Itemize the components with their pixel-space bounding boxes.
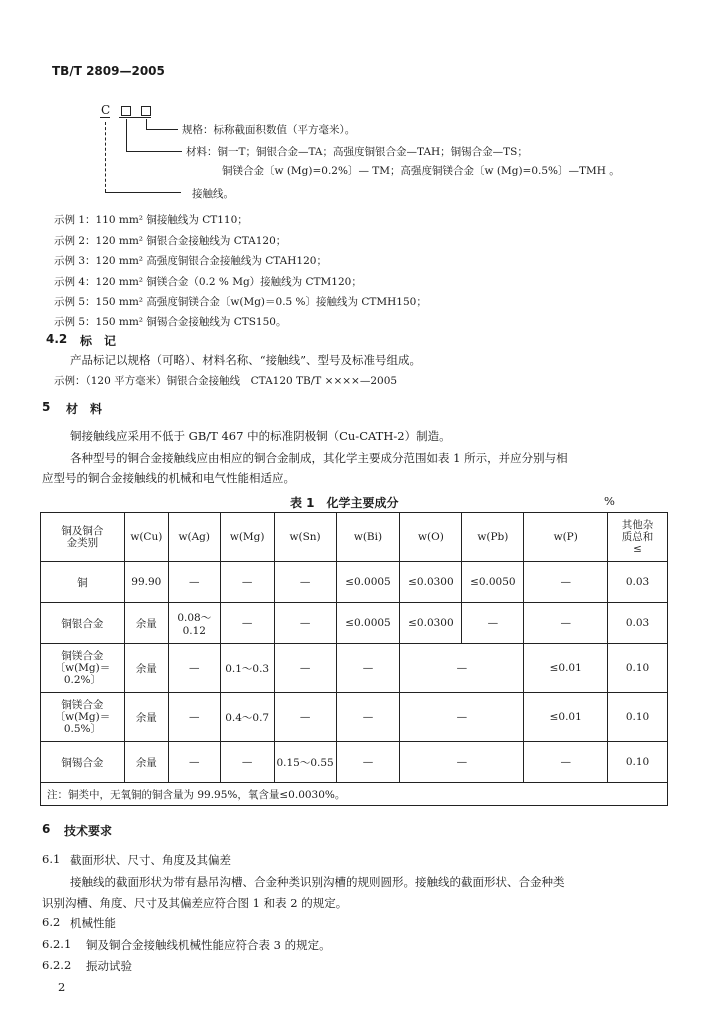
table-cell: — (400, 644, 524, 693)
spec-label: 规格：标称截面积数值（平方毫米）。 (182, 124, 356, 136)
section-6-title: 技术要求 (64, 824, 113, 838)
box-underline (119, 117, 151, 118)
table-cell: — (274, 644, 336, 693)
spec-leader-v (146, 119, 147, 129)
table-cell: ≤0.0300 (400, 562, 462, 603)
table-cell: 0.15～0.55 (274, 742, 336, 783)
table-cell: 余量 (124, 603, 168, 644)
table-cell: ≤0.01 (524, 693, 608, 742)
table-cell: 余量 (124, 644, 168, 693)
document-code: TB/T 2809—2005 (52, 64, 165, 78)
table-cell: ≤0.0050 (462, 562, 524, 603)
table-cell: — (336, 693, 400, 742)
table-cell: — (400, 693, 524, 742)
section-5-para-2-line-1: 各种型号的铜合金接触线应由相应的铜合金制成，其化学主要成分范围如表 1 所示，并应分别与相 (70, 451, 568, 465)
section-6-2-title: 机械性能 (70, 916, 116, 930)
header-category-line: 金类别 (66, 537, 99, 549)
table-cell: — (524, 742, 608, 783)
row-category-line: 铜镁合金 (61, 650, 104, 662)
wire-leader-v (105, 122, 106, 192)
spec-box-1 (121, 106, 131, 116)
table-cell: — (336, 644, 400, 693)
table-cell: — (274, 603, 336, 644)
example-line: 示例 1：110 mm² 铜接触线为 CT110； (54, 214, 248, 226)
row-category-line: 0.5%〕 (63, 723, 102, 735)
example-line: 示例 3：120 mm² 高强度铜银合金接触线为 CTAH120； (54, 255, 327, 267)
example-line: 示例 2：120 mm² 铜银合金接触线为 CTA120； (54, 235, 287, 247)
section-6-2-1-text: 铜及铜合金接触线机械性能应符合表 3 的规定。 (86, 938, 331, 952)
section-6-2-2-title: 振动试验 (86, 959, 132, 973)
table-note: 注：铜类中，无氧铜的铜含量为 99.95%，氧含量≤0.0030%。 (41, 783, 668, 806)
section-6-2-number: 6.2 (42, 915, 61, 929)
header-mg: w(Mg) (220, 513, 274, 562)
section-6-2-2-number: 6.2.2 (42, 958, 72, 972)
table-row (41, 603, 668, 644)
row-category: 铜 (41, 562, 125, 603)
table-header-row (41, 513, 668, 562)
section-6-1-number: 6.1 (42, 852, 61, 866)
spec-leader-h (146, 129, 178, 130)
letter-underline (100, 117, 110, 118)
row-category-line: 〔w(Mg)＝ (54, 711, 111, 723)
table-cell: 0.1～0.3 (220, 644, 274, 693)
section-5-para-2-line-2: 应型号的铜合金接触线的机械和电气性能相适应。 (42, 471, 295, 485)
table-row (41, 562, 668, 603)
table-cell: 余量 (124, 742, 168, 783)
table-cell: — (168, 562, 220, 603)
header-impurities-line: ≤ (633, 543, 642, 555)
material-line-1: 材料：铜一T；铜银合金—TA；高强度铜银合金—TAH；铜锡合金—TS； (186, 146, 528, 158)
section-6-1-line-1: 接触线的截面形状为带有悬吊沟槽、合金种类识别沟槽的规则圆形。接触线的截面形状、合金种类 (70, 875, 565, 889)
row-category (41, 644, 125, 693)
header-category-line: 铜及铜合 (61, 525, 104, 537)
row-category-line: 〔w(Mg)＝ (54, 662, 111, 674)
table-cell: — (168, 693, 220, 742)
section-6-1-title: 截面形状、尺寸、角度及其偏差 (70, 853, 231, 867)
header-bi: w(Bi) (336, 513, 400, 562)
row-category-line: 0.2%〕 (63, 674, 102, 686)
table-cell: — (220, 562, 274, 603)
table-cell: ≤0.0005 (336, 603, 400, 644)
designation-letter: C (101, 103, 111, 117)
table-cell: 0.08～0.12 (168, 603, 220, 644)
table-cell: — (462, 603, 524, 644)
table-cell: 0.10 (608, 742, 668, 783)
table-cell: ≤0.0300 (400, 603, 462, 644)
table-cell: 余量 (124, 693, 168, 742)
table-cell: — (400, 742, 524, 783)
table-cell: 0.10 (608, 693, 668, 742)
table-cell: — (274, 562, 336, 603)
section-4-2-title: 标 记 (80, 334, 117, 348)
table-cell: — (336, 742, 400, 783)
section-6-2-1-number: 6.2.1 (42, 937, 72, 951)
table-cell: — (168, 644, 220, 693)
table-cell: ≤0.0005 (336, 562, 400, 603)
header-p: w(P) (524, 513, 608, 562)
row-category (41, 693, 125, 742)
page-number: 2 (58, 980, 66, 994)
table-cell: ≤0.01 (524, 644, 608, 693)
table-note-row (41, 783, 668, 806)
table-cell: 0.03 (608, 603, 668, 644)
example-line: 示例 5：150 mm² 高强度铜镁合金〔w(Mg)＝0.5 %〕接触线为 CTMH150； (54, 296, 427, 308)
table-row (41, 693, 668, 742)
table-cell: — (220, 603, 274, 644)
header-impurities (608, 513, 668, 562)
header-cu: w(Cu) (124, 513, 168, 562)
material-leader-h (126, 151, 182, 152)
table-unit: % (604, 494, 615, 508)
table-cell: 0.03 (608, 562, 668, 603)
header-impurities-line: 其他杂 (621, 519, 654, 531)
wire-label: 接触线。 (192, 188, 234, 200)
table-caption: 表 1 化学主要成分 (290, 496, 399, 510)
table-cell: — (524, 603, 608, 644)
header-category (41, 513, 125, 562)
row-category: 铜锡合金 (41, 742, 125, 783)
header-pb: w(Pb) (462, 513, 524, 562)
table-cell: 0.10 (608, 644, 668, 693)
table-row (41, 644, 668, 693)
table-cell: 99.90 (124, 562, 168, 603)
material-leader-v (126, 119, 127, 151)
header-ag: w(Ag) (168, 513, 220, 562)
section-5-number: 5 (42, 400, 51, 414)
section-4-2-text: 产品标记以规格（可略）、材料名称、“接触线”、型号及标准号组成。 (70, 353, 422, 367)
example-line: 示例 4：120 mm² 铜镁合金（0.2 % Mg）接触线为 CTM120； (54, 276, 362, 288)
table-cell: — (274, 693, 336, 742)
table-cell: 0.4～0.7 (220, 693, 274, 742)
table-cell: — (524, 562, 608, 603)
chemical-composition-table (40, 512, 668, 806)
example-line: 示例 5：150 mm² 铜锡合金接触线为 CTS150。 (54, 316, 287, 328)
header-o: w(O) (400, 513, 462, 562)
section-5-title: 材 料 (66, 402, 103, 416)
row-category-line: 铜镁合金 (61, 699, 104, 711)
section-4-2-example: 示例：（120 平方毫米）铜银合金接触线 CTA120 TB/T ××××—2005 (54, 375, 398, 387)
header-impurities-line: 质总和 (621, 531, 654, 543)
table-row (41, 742, 668, 783)
spec-box-2 (141, 106, 151, 116)
section-4-2-number: 4.2 (46, 332, 68, 346)
section-6-1-line-2: 识别沟槽、角度、尺寸及其偏差应符合图 1 和表 2 的规定。 (42, 896, 348, 910)
section-5-para-1: 铜接触线应采用不低于 GB/T 467 中的标准阴极铜（Cu-CATH-2）制造。 (70, 429, 451, 443)
table-cell: — (220, 742, 274, 783)
header-sn: w(Sn) (274, 513, 336, 562)
table-cell: — (168, 742, 220, 783)
row-category: 铜银合金 (41, 603, 125, 644)
section-6-number: 6 (42, 822, 51, 836)
wire-leader-h (105, 192, 181, 193)
material-line-2: 铜镁合金〔w (Mg)=0.2%〕— TM；高强度铜镁合金〔w (Mg)=0.5%〕—TMH 。 (222, 165, 620, 177)
